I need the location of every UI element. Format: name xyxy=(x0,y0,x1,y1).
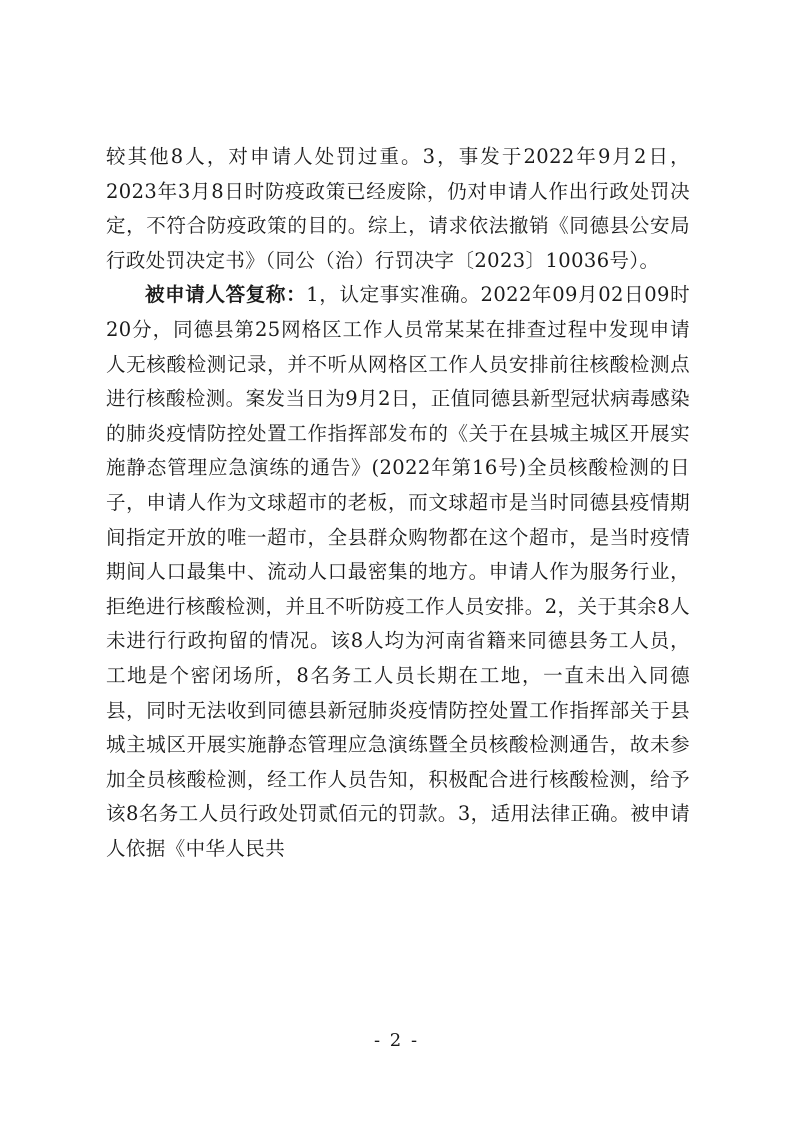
paragraph-respondent-reply xyxy=(106,278,690,866)
page-number: - 2 - xyxy=(373,1030,420,1051)
document-body xyxy=(106,140,690,866)
respondent-reply-heading: 被申请人答复称： xyxy=(145,283,307,307)
respondent-reply-text: 1，认定事实准确。2022年09月02日09时20分，同德县第25网格区工作人员常某某在排查过程中发现申请人无核酸检测记录，并不听从网格区工作人员安排前往核酸检测点进行核酸检测。案发当日为9月2日，正值同德县新型冠状病毒感染的肺炎疫情防控处置工作指挥部发布的《关于在县城主城区开展实施静态管理应急演练的通告》(2022年第16号)全员核酸检测的日子，申请人作为文球超市的老板，而文球超市是当时同德县疫情期间指定开放的唯一超市，全县群众购物都在这个超市，是当时疫情期间人口最集中、流动人口最密集的地方。申请人作为服务行业，拒绝进行核酸检测，并且不听防疫工作人员安排。2，关于其余8人未进行行政拘留的情况。该8人均为河南省籍来同德县务工人员，工地是个密闭场所，8名务工人员长期在工地，一直未出入同德县，同时无法收到同德县新冠肺炎疫情防控处置工作指挥部关于县城主城区开展实施静态管理应急演练暨全员核酸检测通告，故未参加全员核酸检测，经工作人员告知，积极配合进行核酸检测，给予该8名务工人员行政处罚贰佰元的罚款。3，适用法律正确。被申请人依据《中华人民共 xyxy=(106,283,691,860)
paragraph-continuation: 较其他8人，对申请人处罚过重。3，事发于2022年9月2日，2023年3月8日时防疫政策已经废除，仍对申请人作出行政处罚决定，不符合防疫政策的目的。综上，请求依法撤销《同德县公安局行政处罚决定书》（同公（治）行罚决字〔2023〕10036号）。 xyxy=(106,145,690,272)
